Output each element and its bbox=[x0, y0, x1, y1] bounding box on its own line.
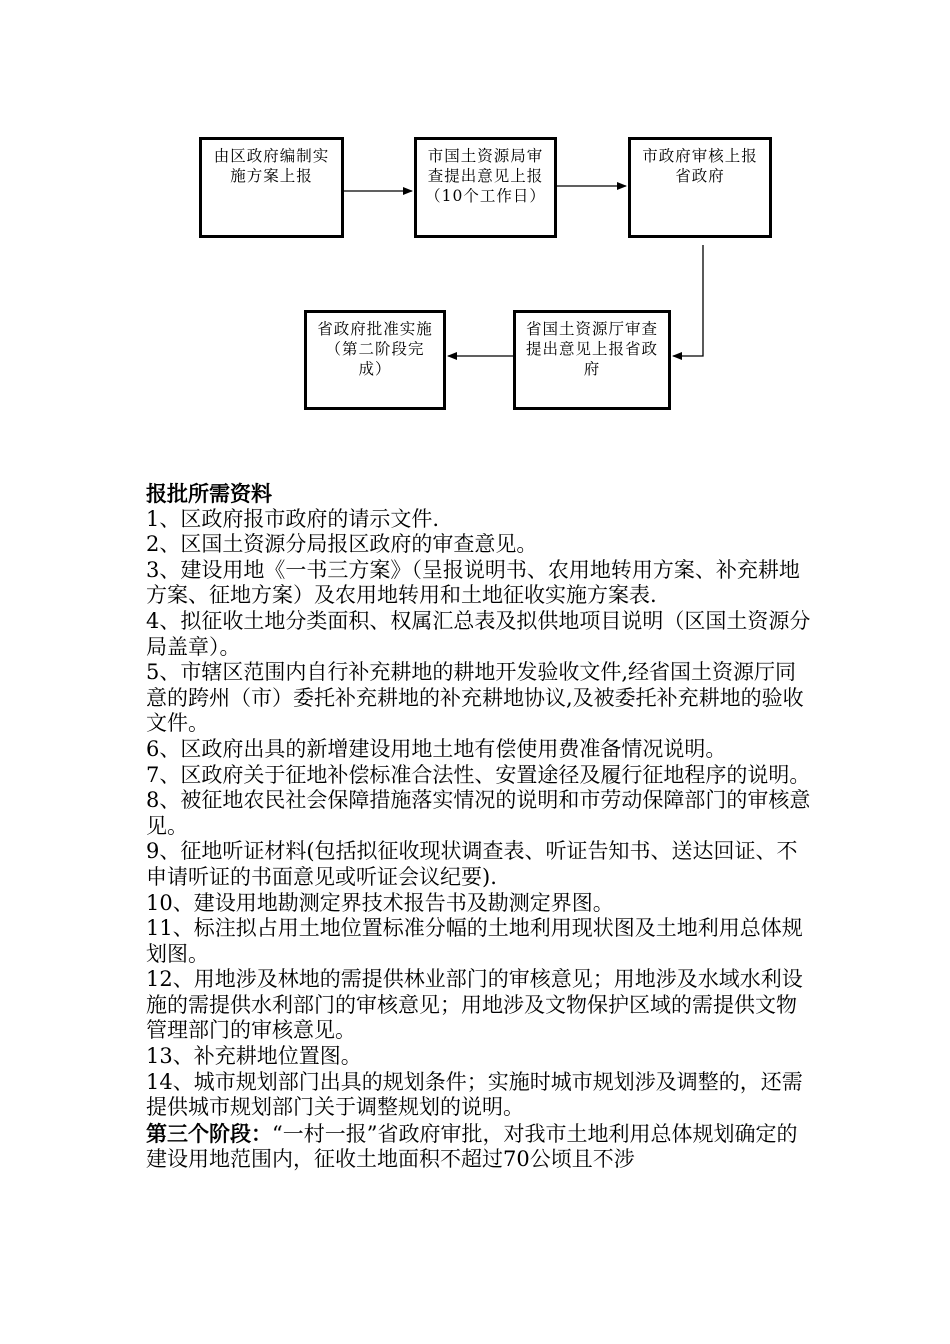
stage3-text: “一村一报”省政府审批，对我市土地利用总体规划确定的建设用地范围内，征收土地面积不超过70公顷且不涉 bbox=[146, 1121, 798, 1172]
flow-box-city-land-bureau bbox=[414, 137, 557, 238]
list-item: 4、拟征收土地分类面积、权属汇总表及拟供地项目说明（区国土资源分局盖章）。 bbox=[146, 608, 811, 659]
list-item: 2、区国土资源分局报区政府的审查意见。 bbox=[146, 532, 538, 557]
stage3-label: 第三个阶段： bbox=[146, 1120, 272, 1146]
list-item: 1、区政府报市政府的请示文件. bbox=[146, 506, 440, 531]
list-item: 10、建设用地勘测定界技术报告书及勘测定界图。 bbox=[146, 890, 614, 915]
flow-box-line: （第二阶段完 bbox=[325, 340, 425, 358]
flow-box-line: 成） bbox=[358, 360, 392, 378]
flow-box-line: 施方案上报 bbox=[230, 167, 313, 185]
flow-box-line: 省国土资源厅审查 bbox=[525, 320, 658, 338]
list-item: 11、标注拟占用土地位置标准分幅的土地利用现状图及土地利用总体规划图。 bbox=[146, 916, 803, 966]
flow-box-line: 省政府批准实施 bbox=[317, 320, 433, 338]
flow-box-province-approval bbox=[304, 310, 446, 410]
list-item: 3、建设用地《一书三方案》（呈报说明书、农用地转用方案、补充耕地方案、征地方案）及农用地转用和土地征收实施方案表. bbox=[146, 557, 800, 608]
arrow-box3-to-box4 bbox=[673, 245, 703, 356]
flow-box-line: 由区政府编制实 bbox=[213, 147, 330, 165]
flow-box-line: 省政府 bbox=[675, 167, 725, 185]
flow-box-district-plan bbox=[199, 137, 344, 238]
flow-box-line: （10个工作日） bbox=[425, 187, 546, 205]
list-item: 7、区政府关于征地补偿标准合法性、安置途径及履行征地程序的说明。 bbox=[146, 762, 811, 787]
list-item: 13、补充耕地位置图。 bbox=[146, 1044, 362, 1069]
flow-box-province-land-dept bbox=[513, 310, 671, 410]
list-item: 6、区政府出具的新增建设用地土地有偿使用费准备情况说明。 bbox=[146, 736, 727, 761]
list-item: 8、被征地农民社会保障措施落实情况的说明和市劳动保障部门的审核意见。 bbox=[146, 788, 811, 838]
flow-box-line: 市国土资源局审 bbox=[427, 147, 544, 165]
list-item: 12、用地涉及林地的需提供林业部门的审核意见；用地涉及水域水利设施的需提供水利部门的审核意见；用地涉及文物保护区域的需提供文物管理部门的审核意见。 bbox=[146, 967, 803, 1043]
flow-box-line: 提出意见上报省政 bbox=[525, 340, 658, 358]
materials-section bbox=[146, 481, 811, 1173]
flow-box-line: 府 bbox=[583, 360, 601, 378]
stage3-paragraph bbox=[146, 1121, 811, 1173]
flow-box-city-government bbox=[628, 137, 772, 238]
flow-box-line: 市政府审核上报 bbox=[642, 147, 758, 165]
list-item: 5、市辖区范围内自行补充耕地的耕地开发验收文件,经省国土资源厅同意的跨州（市）委托补充耕地的补充耕地协议,及被委托补充耕地的验收文件。 bbox=[146, 660, 804, 736]
list-item: 14、城市规划部门出具的规划条件；实施时城市规划涉及调整的，还需提供城市规划部门关于调整规划的说明。 bbox=[146, 1069, 803, 1120]
section-heading: 报批所需资料 bbox=[146, 481, 272, 506]
list-item: 9、征地听证材料(包括拟征收现状调查表、听证告知书、送达回证、不申请听证的书面意见或听证会议纪要). bbox=[146, 839, 798, 889]
flow-box-line: 查提出意见上报 bbox=[427, 167, 544, 185]
